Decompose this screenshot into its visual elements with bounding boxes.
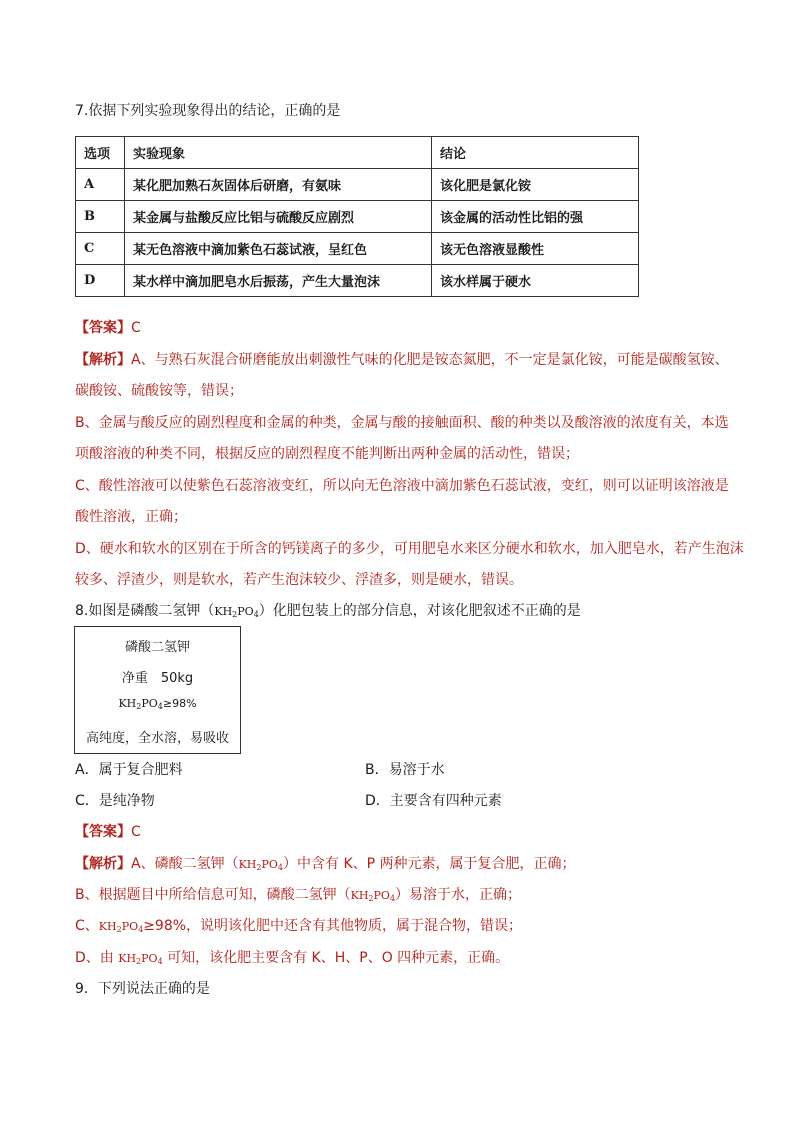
formula-sub: 2 <box>136 957 142 966</box>
formula-sub: 2 <box>256 863 262 872</box>
formula <box>99 920 143 933</box>
label-weight: 净重 50kg <box>121 671 194 686</box>
formula <box>214 605 258 618</box>
q8-analysis-line <box>75 916 522 940</box>
formula-part: PO <box>261 858 278 871</box>
analysis-text: ）中含有 K、P 两种元素，属于复合肥，正确； <box>283 856 576 872</box>
q7-analysis-line <box>75 350 729 370</box>
stem-part: ）化肥包装上的部分信息，对该化肥叙述不正确的是 <box>258 603 581 619</box>
answer-tag: 【答案】 <box>75 320 131 336</box>
analysis-text: A、与熟石灰混合研磨能放出刺激性气味的化肥是铵态氮肥，不一定是氯化铵，可能是碳酸氢铵、 <box>131 352 729 368</box>
formula-sub: 2 <box>116 925 122 934</box>
table-row <box>76 233 639 265</box>
analysis-text: ≥98%，说明该化肥中还含有其他物质，属于混合物，错误； <box>143 918 523 934</box>
q7-analysis-line: C、酸性溶液可以使紫色石蕊溶液变红，所以向无色溶液中滴加紫色石蕊试液，变红，则可以证明该溶液是 <box>75 478 729 494</box>
formula-sub: 2 <box>232 610 238 619</box>
formula-sub: 4 <box>157 957 163 966</box>
answer-value: C <box>131 824 141 840</box>
analysis-text: ）易溶于水，正确； <box>395 887 522 903</box>
option-b: B．易溶于水 <box>365 762 445 778</box>
row-option: C <box>76 233 125 265</box>
row-phenomenon: 某水样中滴加肥皂水后振荡，产生大量泡沫 <box>125 265 432 297</box>
row-conclusion: 该无色溶液显酸性 <box>432 233 639 265</box>
stem-part: 8.如图是磷酸二氢钾（ <box>75 603 215 619</box>
formula-part: PO <box>373 889 390 902</box>
fertilizer-label <box>74 626 241 754</box>
formula <box>118 952 162 965</box>
experiment-table <box>75 136 639 297</box>
table-row <box>76 169 639 201</box>
row-phenomenon: 某化肥加熟石灰固体后研磨，有氨味 <box>125 169 432 201</box>
question-9-stem: 9．下列说法正确的是 <box>75 981 210 997</box>
formula-sub: 4 <box>389 894 396 903</box>
formula-sub: 4 <box>253 610 259 619</box>
analysis-text: C、 <box>75 918 99 934</box>
formula <box>118 697 162 710</box>
row-conclusion: 该金属的活动性比铝的强 <box>432 201 639 233</box>
q8-answer <box>75 822 141 842</box>
purity-value: ≥98% <box>162 697 197 710</box>
formula-part: KH <box>238 858 257 871</box>
header-conclusion: 结论 <box>432 137 639 169</box>
analysis-text: A、磷酸二氢钾（ <box>131 856 239 872</box>
row-option: A <box>76 169 125 201</box>
option-a: A．属于复合肥料 <box>75 762 183 778</box>
formula-sub: 2 <box>136 702 142 711</box>
row-conclusion: 该水样属于硬水 <box>432 265 639 297</box>
header-phenomenon: 实验现象 <box>125 137 432 169</box>
formula-sub: 2 <box>368 894 374 903</box>
formula-sub: 4 <box>277 863 283 872</box>
row-phenomenon: 某无色溶液中滴加紫色石蕊试液，呈红色 <box>125 233 432 265</box>
header-option: 选项 <box>76 137 125 169</box>
formula-part: KH <box>118 952 137 965</box>
formula-part: KH <box>214 605 233 618</box>
q7-analysis-line: B、金属与酸反应的剧烈程度和金属的种类，金属与酸的接触面积、酸的种类以及酸溶液的浓度有关，本选 <box>75 415 729 431</box>
formula-part: PO <box>141 952 158 965</box>
formula <box>239 858 283 871</box>
label-purity <box>75 697 240 711</box>
label-features: 高纯度，全水溶，易吸收 <box>85 731 229 746</box>
question-8-stem <box>75 601 581 625</box>
q7-analysis-line: D、硬水和软水的区别在于所含的钙镁离子的多少，可用肥皂水来区分硬水和软水，加入肥皂水，若产生泡沫 <box>75 541 744 557</box>
formula-part: PO <box>141 697 158 710</box>
table-row <box>76 201 639 233</box>
formula-part: KH <box>350 889 369 902</box>
q7-answer <box>75 318 141 338</box>
analysis-tag: 【解析】 <box>75 856 131 872</box>
q7-analysis-line: 酸性溶液，正确； <box>75 509 187 525</box>
q8-analysis-line <box>75 885 521 909</box>
formula-sub: 4 <box>157 702 163 711</box>
formula-part: KH <box>118 697 137 710</box>
table-row <box>76 265 639 297</box>
formula-part: PO <box>121 920 139 933</box>
q8-analysis-line <box>75 948 509 972</box>
row-option: B <box>76 201 125 233</box>
q7-analysis-line: 较多、浮渣少，则是软水，若产生泡沫较少、浮渣多，则是硬水，错误。 <box>75 572 523 588</box>
row-option: D <box>76 265 125 297</box>
q8-analysis-line <box>75 854 576 878</box>
formula-sub: 4 <box>138 925 144 934</box>
analysis-text: B、根据题目中所给信息可知，磷酸二氢钾（ <box>75 887 351 903</box>
analysis-tag: 【解析】 <box>75 352 131 368</box>
q7-analysis-line: 碳酸铵、硫酸铵等，错误； <box>75 383 243 399</box>
answer-value: C <box>131 320 141 336</box>
formula-part: PO <box>237 605 254 618</box>
row-phenomenon: 某金属与盐酸反应比铝与硫酸反应剧烈 <box>125 201 432 233</box>
answer-tag: 【答案】 <box>75 824 131 840</box>
table-header-row <box>76 137 639 169</box>
question-7-stem: 7.依据下列实验现象得出的结论，正确的是 <box>75 103 341 119</box>
formula-part: KH <box>98 920 117 933</box>
formula <box>351 889 395 902</box>
option-d: D．主要含有四种元素 <box>365 793 502 809</box>
analysis-text: 可知，该化肥主要含有 K、H、P、O 四种元素，正确。 <box>162 950 510 966</box>
row-conclusion: 该化肥是氯化铵 <box>432 169 639 201</box>
analysis-text: D、由 <box>75 950 119 966</box>
option-c: C．是纯净物 <box>75 793 155 809</box>
label-name: 磷酸二氢钾 <box>124 640 190 655</box>
q7-analysis-line: 项酸溶液的种类不同，根据反应的剧烈程度不能判断出两种金属的活动性，错误； <box>75 446 579 462</box>
